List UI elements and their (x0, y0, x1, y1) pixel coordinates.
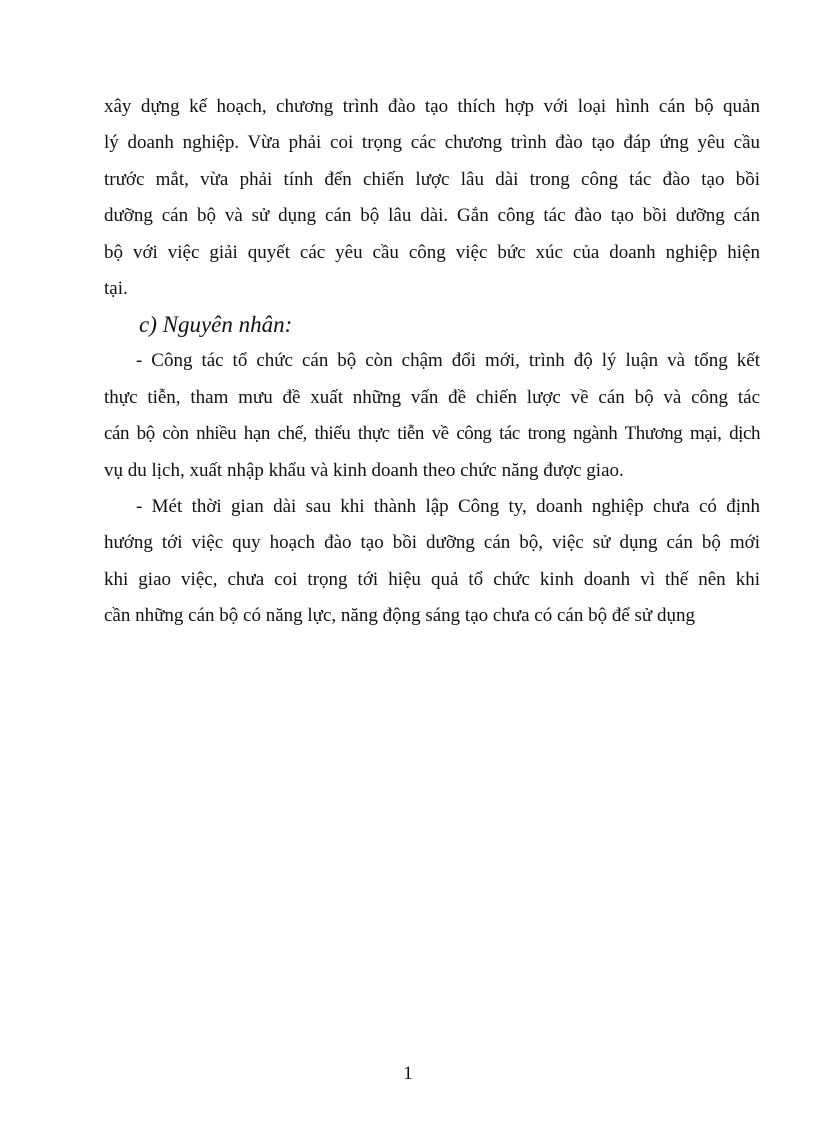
text-line: vụ du lịch, xuất nhập khẩu và kinh doanh theo chức năng được giao. (104, 459, 624, 481)
text-line: bộ với việc giải quyết các yêu cầu công việc bức xúc của doanh nghiệp hiện (104, 241, 760, 263)
text-line: cán bộ còn nhiều hạn chế, thiếu thực tiễn về công tác trong ngành Thương mại, dịch (104, 423, 760, 445)
text-line: khi giao việc, chưa coi trọng tới hiệu quả tổ chức kinh doanh vì thế nên khi (104, 568, 760, 590)
text-line: - Mét thời gian dài sau khi thành lập Công ty, doanh nghiệp chưa có định (136, 495, 760, 517)
text-line: tại. (104, 277, 128, 299)
text-line: trước mắt, vừa phải tính đến chiến lược lâu dài trong công tác đào tạo bồi (104, 168, 760, 190)
text-line: cần những cán bộ có năng lực, năng động sáng tạo chưa có cán bộ để sử dụng (104, 605, 695, 627)
text-line: lý doanh nghiệp. Vừa phải coi trọng các chương trình đào tạo đáp ứng yêu cầu (104, 132, 760, 154)
paragraph-3 (104, 489, 760, 635)
section-heading: c) Nguyên nhân: (139, 312, 293, 338)
text-line: hướng tới việc quy hoạch đào tạo bồi dưỡng cán bộ, việc sử dụng cán bộ mới (104, 532, 760, 554)
body-text (104, 89, 760, 634)
page-number: 1 (403, 1063, 413, 1084)
paragraph-2 (104, 343, 760, 489)
paragraph-1 (104, 89, 760, 307)
text-line: - Công tác tổ chức cán bộ còn chậm đổi mới, trình độ lý luận và tổng kết (136, 350, 760, 372)
text-line: xây dựng kế hoạch, chương trình đào tạo thích hợp với loại hình cán bộ quản (104, 96, 760, 117)
text-line: dưỡng cán bộ và sử dụng cán bộ lâu dài. Gắn công tác đào tạo bồi dưỡng cán (104, 205, 760, 227)
text-line: thực tiễn, tham mưu đề xuất những vấn đề chiến lược về cán bộ và công tác (104, 386, 760, 408)
